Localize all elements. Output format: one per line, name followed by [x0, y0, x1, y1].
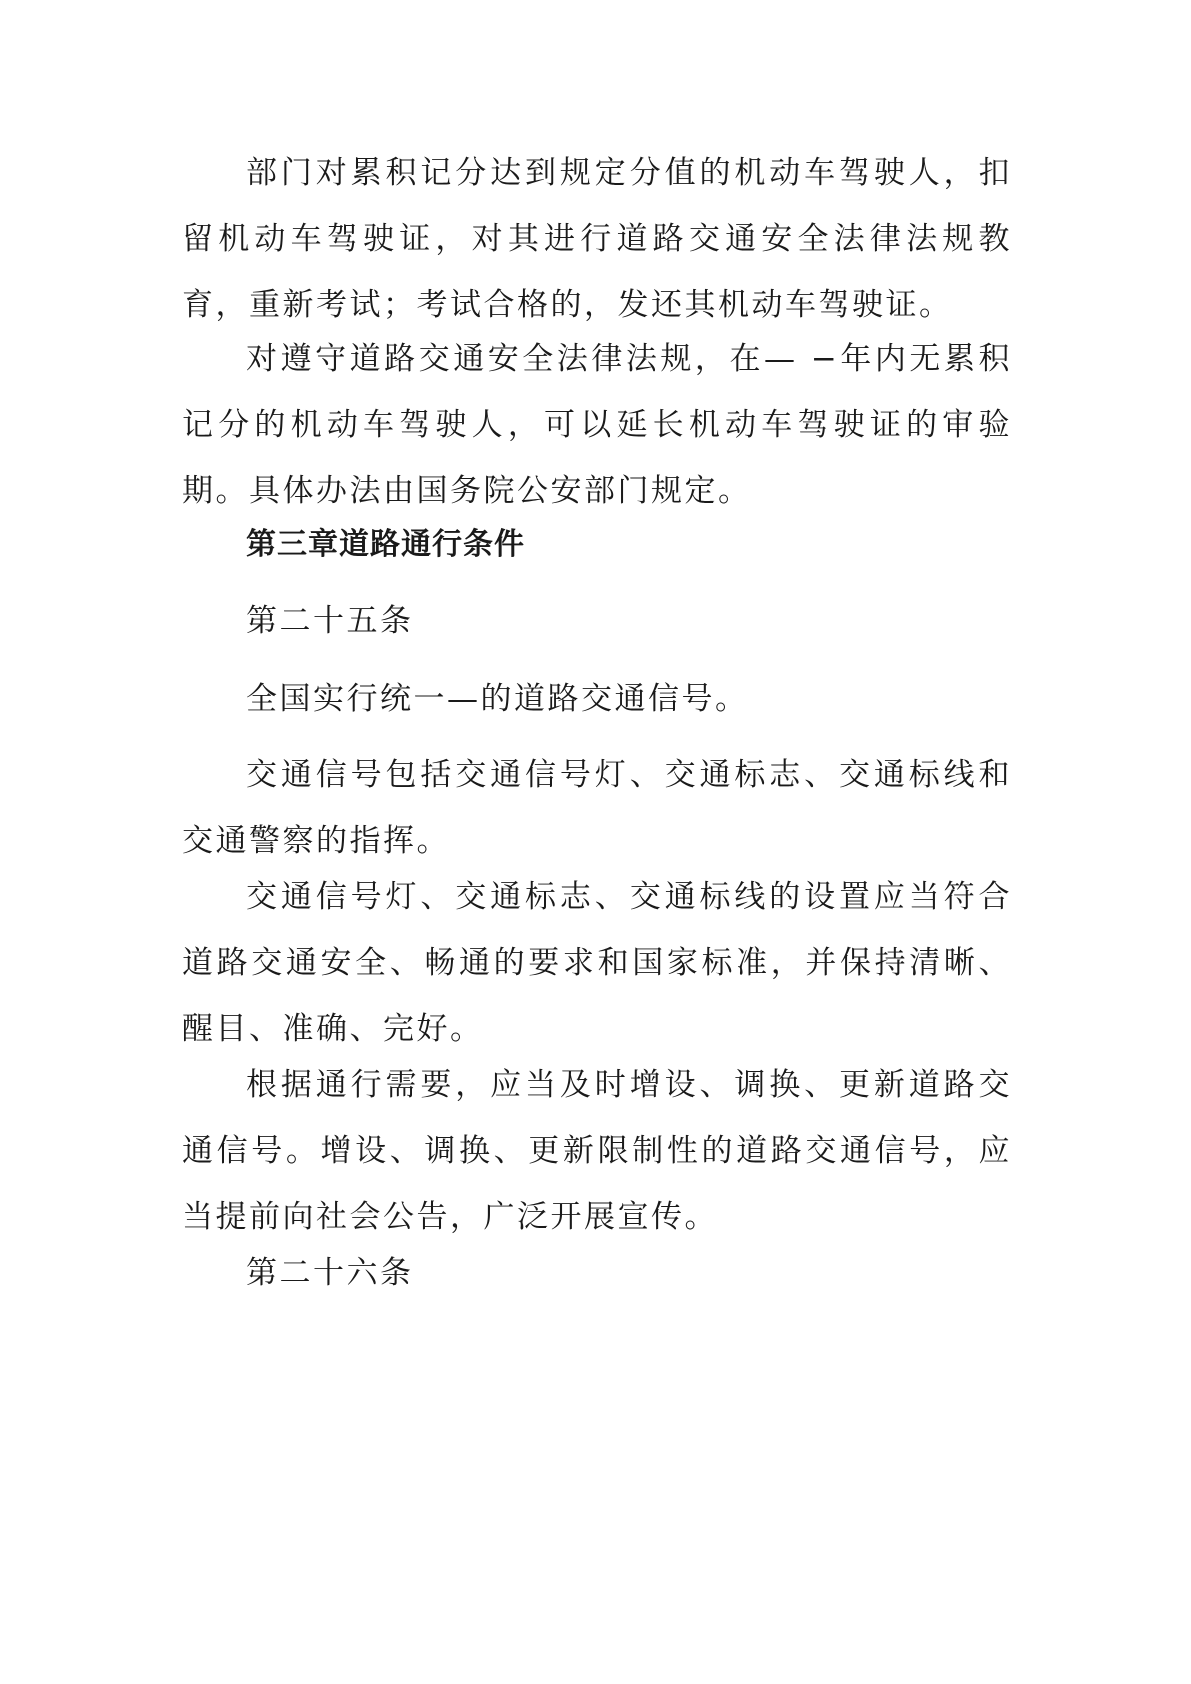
paragraph-unified-signals: 全国实行统一—的道路交通信号。	[246, 681, 749, 717]
paragraph-signal-updates: 根据通行需要，应当及时增设、调换、更新道路交通信号。增设、调换、更新限制性的道路交通信号，应当提前向社会公告，广泛开展宣传。	[182, 1067, 1012, 1235]
paragraph-license-detention: 部门对累积记分达到规定分值的机动车驾驶人，扣留机动车驾驶证，对其进行道路交通安全法律法规教育，重新考试；考试合格的，发还其机动车驾驶证。	[182, 155, 1012, 323]
paragraph-signal-standards: 交通信号灯、交通标志、交通标线的设置应当符合道路交通安全、畅通的要求和国家标准，并保持清晰、醒目、准确、完好。	[182, 879, 1012, 1047]
paragraph-signal-types: 交通信号包括交通信号灯、交通标志、交通标线和交通警察的指挥。	[182, 757, 1012, 859]
article-25-title: 第二十五条	[246, 603, 414, 639]
chapter-heading: 第三章道路通行条件	[246, 527, 525, 562]
article-26-title: 第二十六条	[246, 1255, 414, 1291]
paragraph-inspection-extension: 对遵守道路交通安全法律法规，在— −年内无累积记分的机动车驾驶人，可以延长机动车驾驶证的审验期。具体办法由国务院公安部门规定。	[182, 341, 1012, 509]
